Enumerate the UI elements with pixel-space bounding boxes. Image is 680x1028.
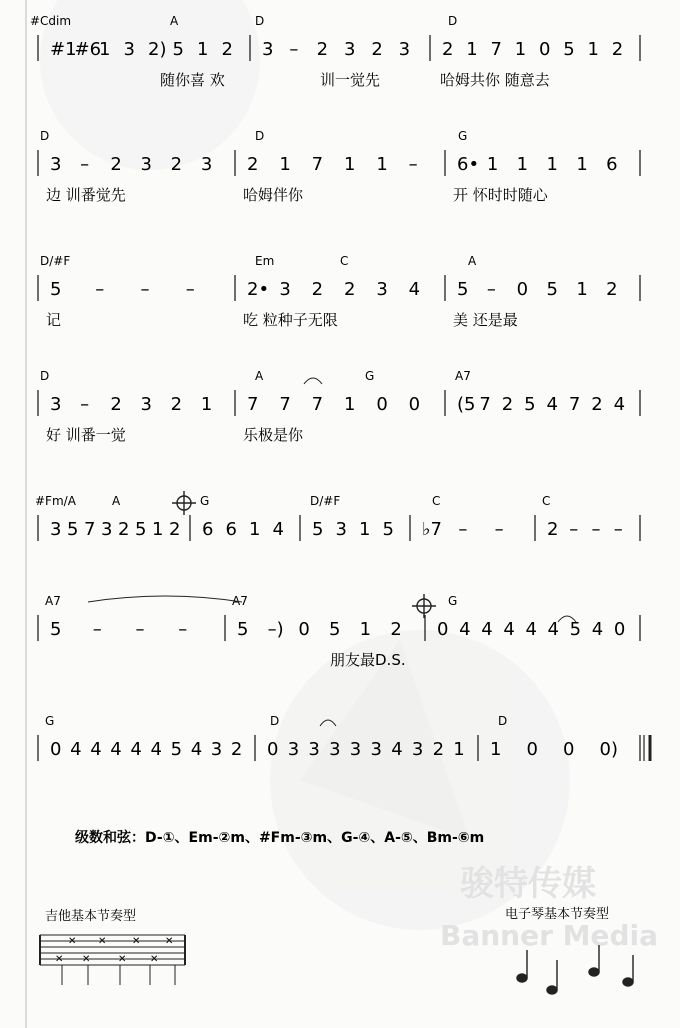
chord-label: D (255, 129, 265, 143)
note: 0 (563, 739, 575, 760)
note: 5 (237, 619, 249, 640)
note: 2 (432, 739, 445, 760)
chord-label: C (340, 254, 349, 268)
note: 5 (563, 39, 575, 60)
note: 3 (50, 519, 62, 540)
note: – (613, 519, 623, 540)
note: 2 (611, 39, 624, 60)
chord-label: G (448, 594, 458, 608)
note: 5 (546, 279, 558, 300)
guitar-rhythm-title: 吉他基本节奏型 (45, 909, 137, 924)
note: 4 (391, 739, 403, 760)
segno-icon (172, 491, 196, 515)
note: 0 (267, 739, 279, 760)
note: 0 (437, 619, 449, 640)
note: 1 (249, 519, 261, 540)
lyric-line: 边 训番觉先 (46, 186, 126, 204)
chord-label: A7 (232, 594, 248, 608)
chord-label: Em (255, 254, 275, 268)
note: 2 (591, 394, 603, 415)
note: – (486, 279, 496, 300)
chord-label: G (458, 129, 468, 143)
chord-label: D (40, 369, 50, 383)
note: 7 (311, 154, 324, 175)
lyric-line: 朋友最D.S. (330, 651, 406, 669)
note: 1 (359, 619, 372, 640)
chord-label: G (45, 714, 55, 728)
note: – (289, 39, 299, 60)
score-system (35, 494, 640, 541)
note: (5 (457, 394, 476, 415)
note: 3 (411, 739, 424, 760)
note: 1 (576, 279, 588, 300)
note: – (92, 619, 102, 640)
note: 1 (99, 39, 111, 60)
note: – (494, 519, 504, 540)
note: 1 (279, 154, 291, 175)
note: 5 (172, 39, 184, 60)
note: 4 (272, 519, 284, 540)
chord-label: A7 (45, 594, 61, 608)
note: 1 (200, 394, 213, 415)
note: 2 (247, 154, 259, 175)
note: 6 (225, 519, 237, 540)
chord-label: D (270, 714, 280, 728)
chord-label: C (432, 494, 441, 508)
note: 4 (547, 619, 560, 640)
note: 4 (525, 619, 537, 640)
svg-text:✕: ✕ (165, 936, 174, 947)
note: 5 (569, 619, 582, 640)
score-system (38, 254, 640, 329)
chord-label: C (542, 494, 551, 508)
note: 3 (398, 39, 411, 60)
chord-label: D (498, 714, 508, 728)
note: 0 (613, 619, 626, 640)
svg-text:✕: ✕ (150, 954, 159, 965)
lyric-line: 训一觉先 (320, 71, 381, 89)
keyboard-rhythm-title: 电子琴基本节奏型 (505, 907, 610, 922)
note: 2 (230, 739, 243, 760)
note: 4 (459, 619, 471, 640)
note: 3 (349, 739, 362, 760)
chord-label: D (40, 129, 50, 143)
note: 5 (329, 619, 341, 640)
note: 3 (123, 39, 135, 60)
note: 2 (170, 394, 183, 415)
note: 1 (359, 519, 371, 540)
chord-label: A (255, 369, 264, 383)
note: 5 (382, 519, 394, 540)
note: 3 (329, 739, 341, 760)
note: – (569, 519, 579, 540)
note: 0 (50, 739, 62, 760)
score-system (38, 594, 640, 669)
note: 7 (311, 394, 324, 415)
note: 3 (101, 519, 113, 540)
note: – (408, 154, 418, 175)
segno-icon (412, 594, 436, 618)
note: 0) (599, 739, 618, 760)
note: 4 (70, 739, 82, 760)
note: 1 (152, 519, 164, 540)
note: – (591, 519, 601, 540)
note: 1 (576, 154, 588, 175)
note: 2 (390, 619, 402, 640)
note: – (95, 279, 105, 300)
chord-label: A (468, 254, 477, 268)
note: 3 (140, 154, 152, 175)
note: 2 (169, 519, 181, 540)
note: 6 (606, 154, 618, 175)
note: 2 (221, 39, 233, 60)
note: – (80, 394, 90, 415)
note: 7 (490, 39, 502, 60)
note: 5 (312, 519, 324, 540)
note: – (135, 619, 145, 640)
note: 3 (344, 39, 356, 60)
note: 4 (150, 739, 162, 760)
note: 1 (486, 154, 499, 175)
note: 3 (287, 739, 300, 760)
note: 2 (606, 279, 618, 300)
note: 2 (170, 154, 183, 175)
note: 6 (202, 519, 214, 540)
svg-text:✕: ✕ (55, 954, 64, 965)
note: –) (267, 619, 284, 640)
lyric-line: 开 怀时时随心 (453, 186, 548, 204)
note: 7 (247, 394, 259, 415)
chord-label: #Fm/A (35, 494, 76, 508)
note: 5 (67, 519, 79, 540)
score-system (38, 369, 640, 444)
note: 4 (110, 739, 122, 760)
note: 5 (50, 619, 62, 640)
note: 0 (376, 394, 388, 415)
chord-label: G (200, 494, 210, 508)
lyric-line: 美 还是最 (453, 311, 518, 329)
note: #6 (74, 39, 102, 60)
note: 1 (197, 39, 209, 60)
note: 4 (90, 739, 102, 760)
note: – (178, 619, 188, 640)
note: 0 (526, 739, 538, 760)
svg-text:✕: ✕ (98, 936, 107, 947)
note: 3 (50, 394, 62, 415)
note: 3 (262, 39, 274, 60)
svg-text:✕: ✕ (132, 936, 141, 947)
note: 4 (591, 619, 604, 640)
note: 4 (408, 279, 421, 300)
note: 1 (453, 739, 465, 760)
note: – (80, 154, 90, 175)
note: 7 (568, 394, 581, 415)
note: 4 (481, 619, 493, 640)
chord-label: #Cdim (30, 14, 72, 28)
note: 3 (140, 394, 152, 415)
svg-text:✕: ✕ (68, 936, 77, 947)
note: 6• (457, 154, 480, 175)
note: 0 (516, 279, 529, 300)
chord-label: D (448, 14, 458, 28)
note: 3 (279, 279, 291, 300)
note: 1 (587, 39, 599, 60)
note: 1 (490, 739, 502, 760)
watermark-cn: 骏特传媒 (460, 864, 596, 904)
note: 4 (546, 394, 558, 415)
note: 2 (371, 39, 383, 60)
guitar-rhythm-tab (40, 935, 185, 985)
slur (88, 596, 242, 602)
note: 0 (539, 39, 551, 60)
note: 3 (210, 739, 223, 760)
note: – (140, 279, 150, 300)
note: 5 (457, 279, 469, 300)
note: 2 (501, 394, 514, 415)
note: 3 (335, 519, 347, 540)
note: 2 (442, 39, 454, 60)
watermark-en: Banner Media (440, 919, 659, 952)
note: 4 (190, 739, 203, 760)
note: 1 (466, 39, 478, 60)
note: 2 (311, 279, 324, 300)
note: 2• (247, 279, 270, 300)
note: – (185, 279, 195, 300)
note: 1 (376, 154, 388, 175)
note: 4 (613, 394, 626, 415)
lyric-line: 乐极是你 (243, 426, 304, 444)
chord-label: A (170, 14, 179, 28)
note: 2 (316, 39, 329, 60)
note: 1 (344, 394, 356, 415)
note: 3 (50, 154, 62, 175)
degree-chords: 级数和弦：D-①、Em-②m、#Fm-③m、G-④、A-⑤、Bm-⑥m (75, 830, 485, 846)
note: 0 (298, 619, 310, 640)
slur (304, 378, 322, 384)
note: 5 (524, 394, 536, 415)
note: 2) (148, 39, 167, 60)
keyboard-rhythm-notes (517, 945, 633, 994)
svg-text:✕: ✕ (82, 954, 91, 965)
note: 7 (84, 519, 96, 540)
note: 2 (118, 519, 130, 540)
note: 5 (50, 279, 62, 300)
chord-label: D (255, 14, 265, 28)
note: 2 (110, 154, 122, 175)
note: ♭7 (422, 519, 442, 540)
chord-label: D/#F (40, 254, 71, 268)
chord-label: G (365, 369, 375, 383)
lyric-line: 记 (46, 311, 62, 329)
note: 2 (344, 279, 356, 300)
note: 5 (135, 519, 147, 540)
note: 1 (514, 39, 527, 60)
note: – (458, 519, 468, 540)
chord-label: A7 (455, 369, 471, 383)
note: 3 (308, 739, 320, 760)
note: 1 (516, 154, 529, 175)
chord-label: D/#F (310, 494, 341, 508)
note: 0 (408, 394, 421, 415)
note: 2 (110, 394, 122, 415)
note: 3 (370, 739, 382, 760)
note: 3 (200, 154, 213, 175)
svg-text:✕: ✕ (118, 954, 127, 965)
note: 2 (547, 519, 559, 540)
note: 7 (479, 394, 491, 415)
lyric-line: 吃 粒种子无限 (243, 311, 338, 329)
lyric-line: 好 训番一觉 (46, 426, 126, 444)
note: 4 (503, 619, 515, 640)
background-decoration (40, 0, 570, 930)
lyric-line: 哈姆伴你 (243, 186, 304, 204)
lyric-line: 哈姆共你 随意去 (440, 71, 550, 89)
lyric-line: 随你喜 欢 (160, 71, 225, 89)
note: 1 (344, 154, 356, 175)
note: 3 (376, 279, 388, 300)
note: 7 (279, 394, 291, 415)
note: 4 (130, 739, 142, 760)
chord-label: A (112, 494, 121, 508)
note: 5 (170, 739, 183, 760)
note: #1 (50, 39, 77, 60)
note: 1 (546, 154, 558, 175)
